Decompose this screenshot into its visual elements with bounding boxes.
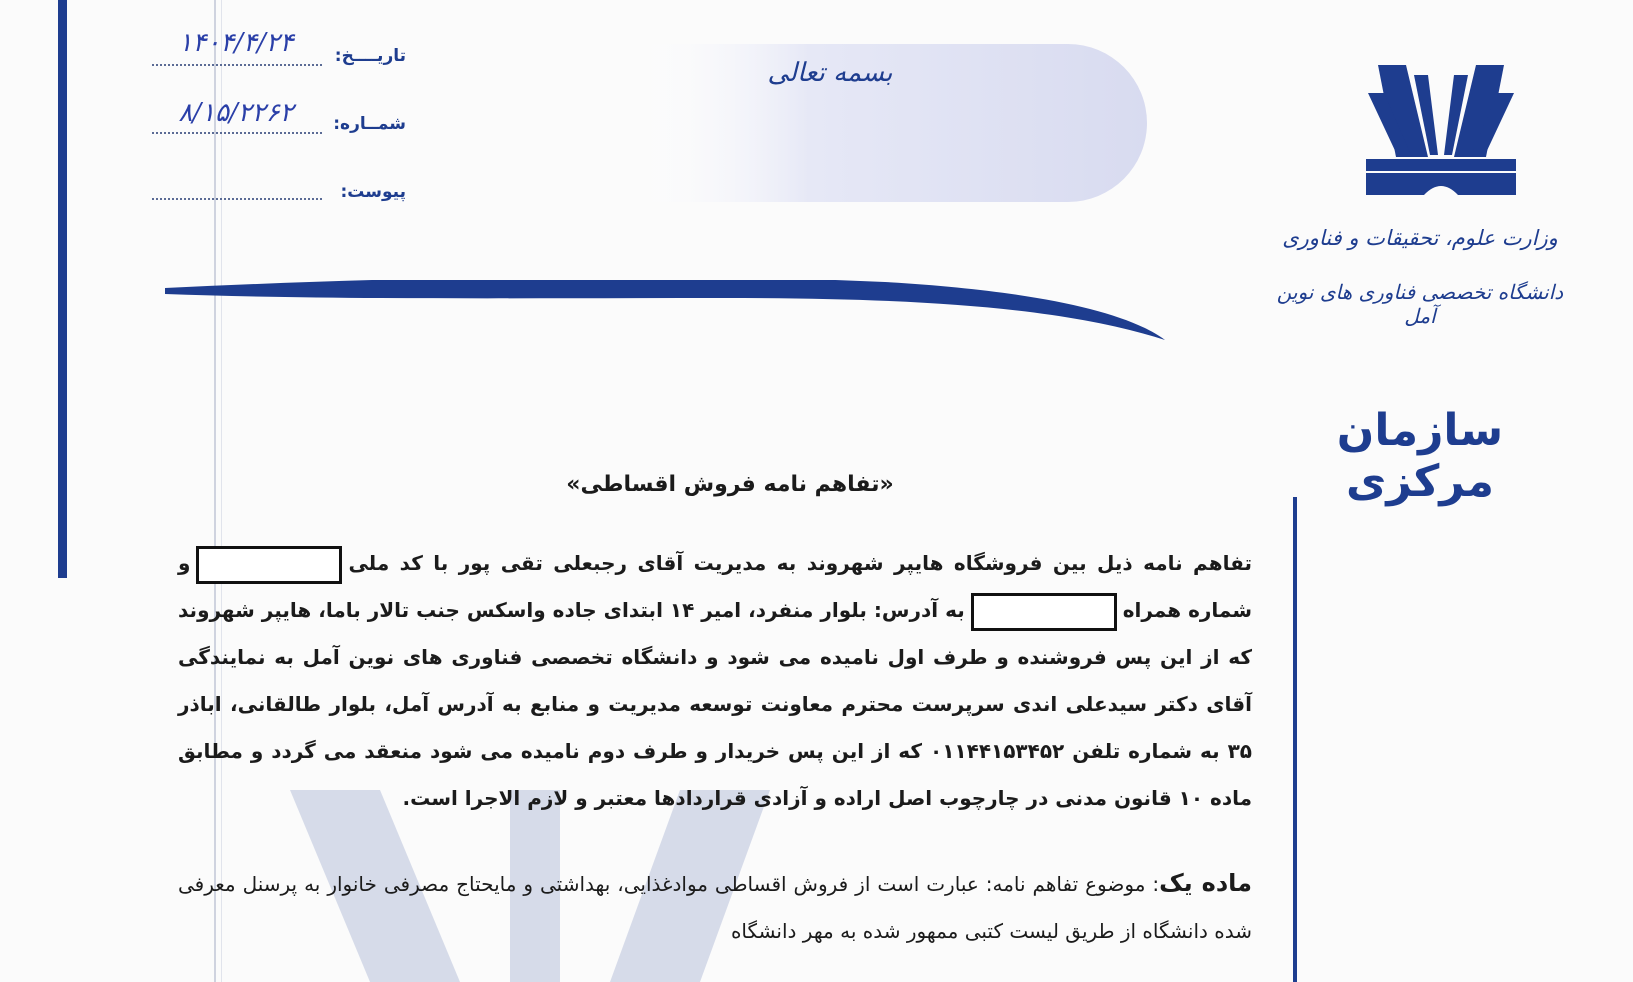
number-label: شمــاره: <box>333 114 406 134</box>
article-one-label: ماده یک <box>1159 869 1253 897</box>
university-name: دانشگاه تخصصی فناوری های نوین آمل <box>1276 280 1564 328</box>
bismillah-heading: بسمه تعالی <box>767 58 893 88</box>
article-one-text: : موضوع تفاهم نامه: عبارت است از فروش اقساطی موادغذایی، بهداشتی و مایحتاج مصرفی خانوار به پرسنل معرفی شده دانشگاه از طریق لیست کتبی ممهور شده به مهر دانشگاه <box>178 872 1252 943</box>
agreement-intro-paragraph <box>178 540 1252 830</box>
date-label: تاریــــخ: <box>334 46 406 66</box>
attachment-dotted-line <box>152 198 322 200</box>
redacted-national-id <box>196 546 342 584</box>
paper-fold-line <box>221 0 222 982</box>
header-swoosh <box>165 280 1210 360</box>
redacted-phone-number <box>971 593 1117 631</box>
intro-text-part-1: تفاهم نامه ذیل بین فروشگاه هایپر شهروند به مدیریت آقای رجبعلی تقی پور با کد ملی <box>348 551 1252 575</box>
left-margin-rule <box>58 0 67 578</box>
paper-fold-line <box>214 0 216 982</box>
date-value: ۱۴۰۴/۴/۲۴ <box>178 28 294 58</box>
intro-text-part-3: به آدرس: بلوار منفرد، امیر ۱۴ ابتدای جاده واسکس جنب تالار باما، هایپر شهروند که از این پس فروشنده و طرف اول نامیده می شود و دانشگاه تخصصی فناوری های نوین آمل به نمایندگی آقای دکتر سیدعلی اندی سرپرست محترم معاونت توسعه مدیریت و منابع به آدرس آمل، بلوار طالقانی، اباذر ۳۵ به شماره تلفن ۰۱۱۴۴۱۵۳۴۵۲ که از این پس خریدار و طرف دوم نامیده می شود منعقد می گردد و مطابق ماده ۱۰ قانون مدنی در چارچوب اصل اراده و آزادی قراردادها معتبر و لازم الاجرا است. <box>178 598 1252 810</box>
university-emblem-icon <box>1366 55 1516 205</box>
article-one-paragraph <box>178 860 1252 970</box>
date-dotted-line <box>152 64 322 66</box>
number-dotted-line <box>152 132 322 134</box>
organization-title: سازمان مرکزی <box>1336 405 1504 507</box>
document-title: «تفاهم نامه فروش اقساطی» <box>566 472 894 497</box>
right-margin-rule <box>1293 497 1297 982</box>
number-value: ۸/۱۵/۲۲۶۲ <box>178 98 294 128</box>
intro-text-part-2: و شماره همراه <box>178 551 1253 622</box>
ministry-name: وزارت علوم، تحقیقات و فناوری <box>1282 226 1558 250</box>
attachment-label: پیوست: <box>340 182 406 202</box>
